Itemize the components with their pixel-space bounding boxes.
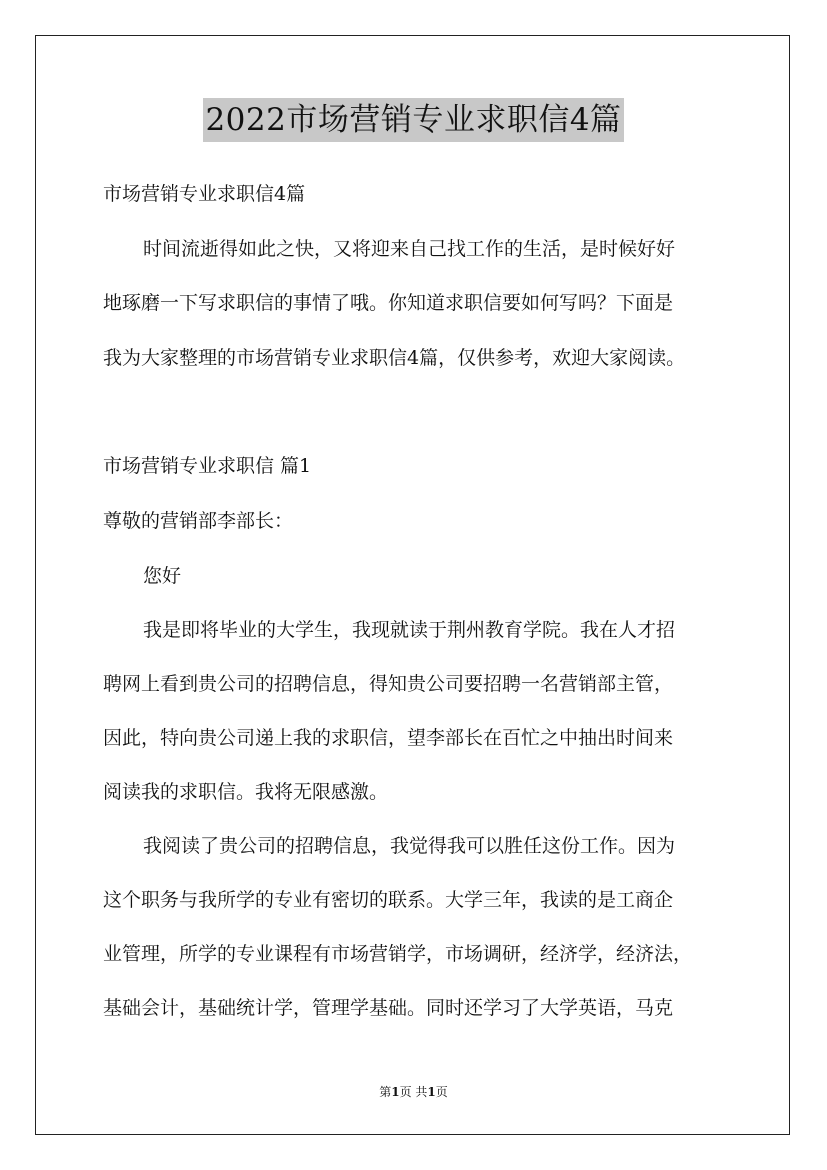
footer-suffix: 页 <box>435 1085 448 1099</box>
salutation: 尊敬的营销部李部长： <box>103 510 294 532</box>
paragraph-line: 阅读我的求职信。我将无限感激。 <box>103 781 389 803</box>
paragraph-line: 我是即将毕业的大学生，我现就读于荆州教育学院。我在人才招 <box>143 619 676 641</box>
paragraph-line: 基础会计，基础统计学，管理学基础。同时还学习了大学英语，马克 <box>103 997 674 1019</box>
greeting: 您好 <box>143 565 182 587</box>
paragraph-line: 业管理，所学的专业课程有市场营销学，市场调研，经济学，经济法， <box>103 943 693 965</box>
section-heading: 市场营销专业求职信 篇1 <box>103 455 312 477</box>
document-title: 2022市场营销专业求职信4篇 <box>203 98 623 142</box>
footer-mid: 页 共 <box>399 1085 428 1099</box>
paragraph-line: 这个职务与我所学的专业有密切的联系。大学三年，我读的是工商企 <box>103 889 674 911</box>
title-container <box>0 98 827 142</box>
paragraph-line: 我阅读了贵公司的招聘信息，我觉得我可以胜任这份工作。因为 <box>143 835 676 857</box>
intro-line: 时间流逝得如此之快，又将迎来自己找工作的生活，是时候好好 <box>143 238 676 260</box>
intro-line: 我为大家整理的市场营销专业求职信4篇，仅供参考，欢迎大家阅读。 <box>103 347 686 369</box>
footer-page-number: 1 <box>391 1085 400 1099</box>
footer-prefix: 第 <box>379 1085 392 1099</box>
document-subtitle: 市场营销专业求职信4篇 <box>103 183 306 205</box>
page-footer <box>0 1083 827 1100</box>
intro-line: 地琢磨一下写求职信的事情了哦。你知道求职信要如何写吗？下面是 <box>103 292 674 314</box>
paragraph-line: 聘网上看到贵公司的招聘信息，得知贵公司要招聘一名营销部主管， <box>103 673 674 695</box>
footer-page-total: 1 <box>427 1085 436 1099</box>
paragraph-line: 因此，特向贵公司递上我的求职信，望李部长在百忙之中抽出时间来 <box>103 727 674 749</box>
